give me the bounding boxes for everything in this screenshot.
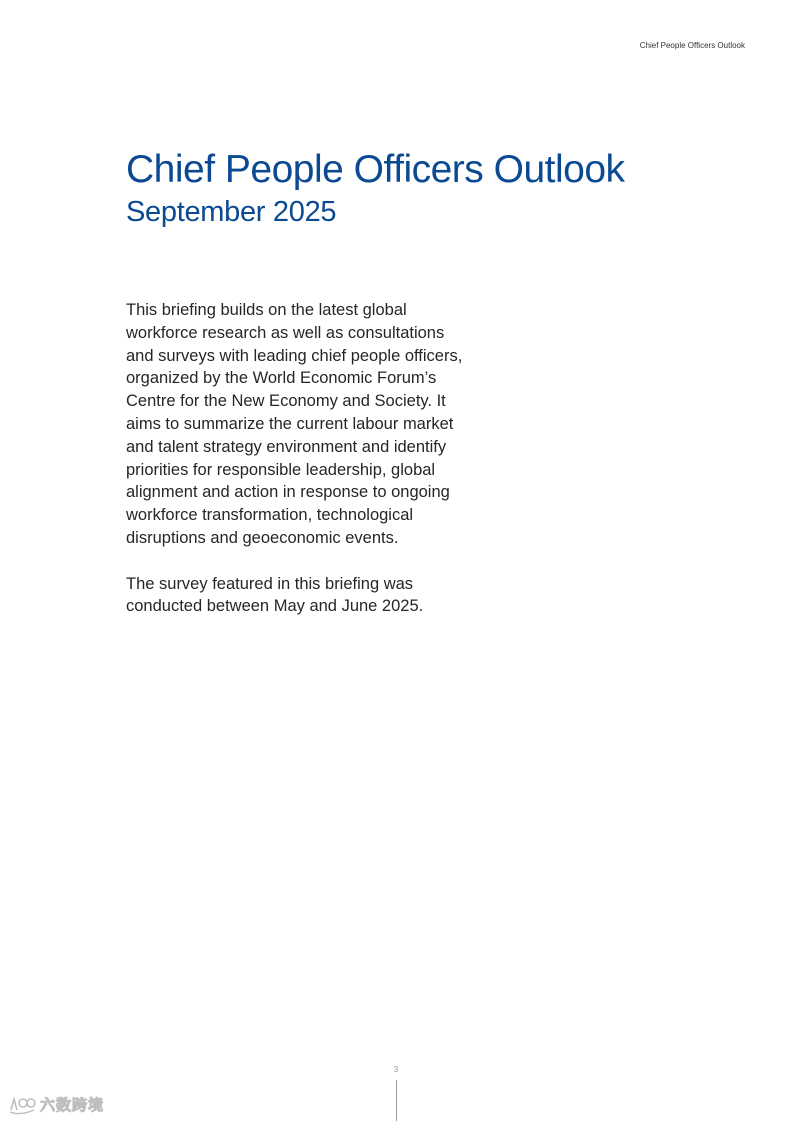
watermark-logo-icon <box>8 1095 36 1115</box>
watermark <box>8 1094 104 1115</box>
body-text <box>126 299 471 641</box>
survey-note-paragraph: The survey featured in this briefing was conducted between May and June 2025. <box>126 574 424 616</box>
intro-paragraph: This briefing builds on the latest global workforce research as well as consultations and surveys with leading chief people officers, organized by the World Economic Forum’s Centre for the New Economy and Society. It aims to summarize the current labour market and talent strategy environment and identify priorities for responsible leadership, global alignment and action in response to ongoing workforce transformation, technological disruptions and geoeconomic events. <box>126 301 463 547</box>
page-number: 3 <box>393 1065 399 1074</box>
title-block <box>126 147 746 231</box>
document-subtitle: September 2025 <box>126 196 337 228</box>
page-divider-line <box>396 1080 397 1121</box>
watermark-text: 六数跨境 <box>40 1097 105 1114</box>
running-header: Chief People Officers Outlook <box>639 41 745 50</box>
document-title: Chief People Officers Outlook <box>126 148 625 191</box>
